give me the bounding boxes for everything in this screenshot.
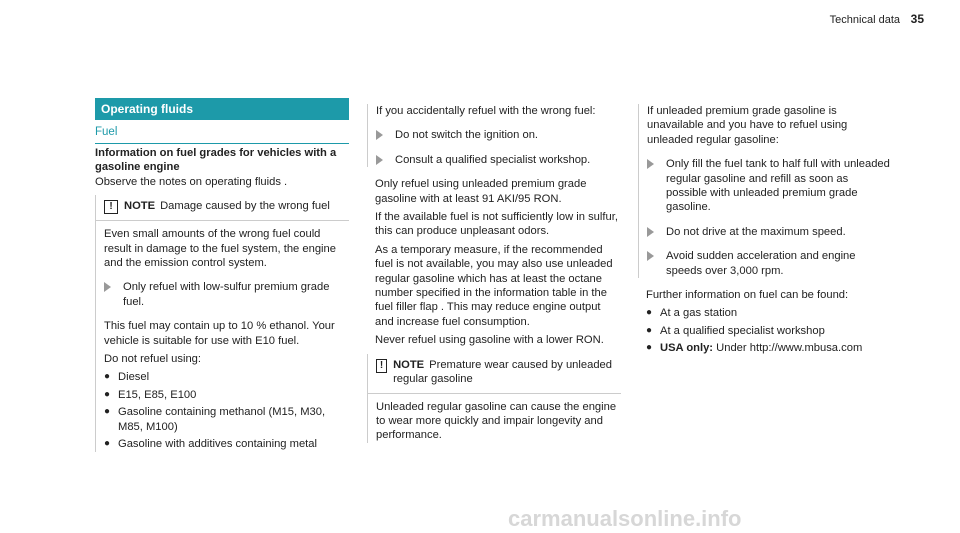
col1-heading: Information on fuel grades for vehicles with a gasoline engine [95, 147, 337, 174]
arrow-icon [647, 251, 654, 261]
arrow-icon [647, 159, 654, 169]
warning-icon: ! [104, 200, 118, 214]
note-header-2 [368, 354, 621, 394]
action-step [104, 280, 349, 309]
action-step [376, 153, 621, 167]
column-1 [95, 146, 349, 455]
note-header-1 [96, 195, 349, 221]
action-step [647, 249, 892, 278]
list-item-text: Gasoline containing methanol (M15, M30, M85, M100) [118, 406, 326, 433]
note-title-2: Premature wear caused by unleaded regular gasoline [393, 358, 612, 386]
note-title-1: Damage caused by the wrong fuel [160, 200, 330, 213]
bullet-icon: ● [104, 438, 111, 450]
note-label-1: NOTE [124, 200, 156, 213]
action-step [647, 157, 892, 215]
col2-intro: If you accidentally refuel with the wrong fuel: [376, 105, 596, 117]
section-title: Operating fluids [101, 102, 194, 116]
subsection-rule [95, 143, 349, 144]
note-body-2: Unleaded regular gasoline can cause the engine to wear more quickly and impair longevity and performance. [376, 400, 617, 442]
bullet-icon: ● [104, 406, 111, 418]
column-3 [638, 104, 892, 359]
list-item-text: At a qualified specialist workshop [660, 324, 825, 337]
action-text: Do not switch the ignition on. [395, 129, 539, 142]
action-text: Only fill the fuel tank to half full with unleaded regular gasoline and refill as soon as possible with unleaded premium grade gasoline. [666, 158, 890, 214]
col3-box [638, 104, 892, 278]
page-number: 35 [910, 12, 924, 26]
col1-p1: This fuel may contain up to 10 % ethanol. Your vehicle is suitable for use with E10 fuel. [104, 320, 335, 347]
col3-further: Further information on fuel can be found: [646, 289, 849, 302]
bullet-icon: ● [104, 371, 111, 383]
arrow-icon [647, 227, 654, 237]
col3-intro: If unleaded premium grade gasoline is unavailable and you have to refuel using unleaded regular gasoline: [647, 105, 848, 146]
bullet-icon: ● [646, 324, 653, 336]
column-2 [367, 104, 621, 447]
action-text: Avoid sudden acceleration and engine speeds over 3,000 rpm. [666, 250, 856, 277]
list-item [104, 437, 349, 451]
list-item [646, 341, 892, 355]
note-label-2: NOTE [393, 358, 425, 371]
col2-p4: Never refuel using gasoline with a lower RON. [375, 334, 604, 347]
list-item-text: E15, E85, E100 [118, 388, 197, 401]
col2-p1: Only refuel using unleaded premium grade gasoline with at least 91 AKI/95 RON. [375, 178, 587, 205]
list-item-text: Diesel [118, 371, 150, 384]
col2-p2: If the available fuel is not sufficiently low in sulfur, this can produce unpleasant odors. [375, 211, 618, 238]
note-body-1: Even small amounts of the wrong fuel could result in damage to the fuel system, the engine and the emission control system. [104, 228, 336, 270]
running-header: Technical data [829, 14, 900, 26]
list-item [646, 306, 892, 320]
bullet-icon: ● [646, 307, 653, 319]
list-item [104, 405, 349, 434]
arrow-icon [104, 282, 111, 292]
arrow-icon [376, 130, 383, 140]
note-box-2 [367, 354, 621, 443]
col1-p2: Do not refuel using: [104, 353, 202, 366]
col1-intro: Observe the notes on operating fluids . [95, 175, 288, 188]
bullet-icon: ● [104, 388, 111, 400]
action-text: Consult a qualified specialist workshop. [395, 153, 591, 166]
action-text: Only refuel with low-sulfur premium grade fuel. [123, 281, 330, 308]
subsection-title: Fuel [95, 126, 118, 138]
list-item [104, 388, 349, 402]
watermark: carmanualsonline.info [508, 506, 742, 531]
warning-icon: ! [376, 359, 387, 373]
list-item [104, 370, 349, 384]
usa-label: USA only: [660, 342, 714, 355]
usa-link[interactable]: Under http://www.mbusa.com [716, 342, 863, 355]
col2-box-top [367, 104, 621, 167]
action-text: Do not drive at the maximum speed. [666, 225, 846, 238]
col2-p3: As a temporary measure, if the recommended fuel is not available, you may also use unleaded regular gasoline which has at least the octane number specified in the information table in the fuel filler flap . This may reduce engine output and increase fuel consumption. [375, 243, 613, 328]
list-item [646, 324, 892, 338]
bullet-icon: ● [646, 342, 653, 354]
list-item-text: Gasoline with additives containing metal [118, 438, 317, 451]
action-step [647, 225, 892, 239]
note-box-1 [95, 195, 349, 451]
action-step [376, 128, 621, 142]
list-item-text: At a gas station [660, 307, 738, 320]
arrow-icon [376, 155, 383, 165]
